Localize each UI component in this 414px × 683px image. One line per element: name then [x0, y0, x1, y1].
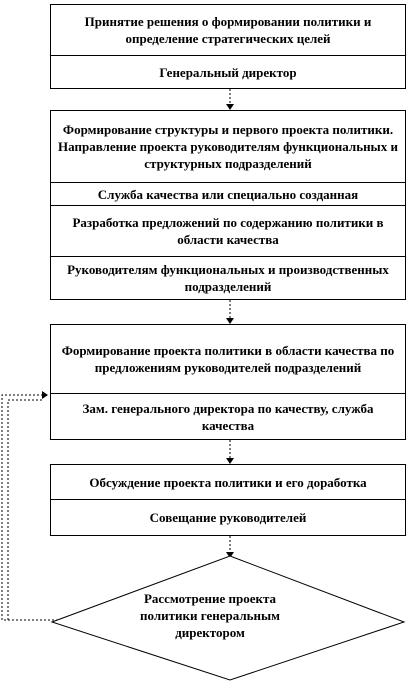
block-1-responsible	[50, 55, 406, 89]
block-5-responsible-text: Совещание руководителей	[149, 510, 307, 525]
block-1-responsible-text: Генеральный директор	[159, 64, 297, 80]
block-5-task	[50, 464, 406, 500]
block-5-responsible	[50, 499, 406, 536]
block-2-task-text: Формирование структуры и первого проекта политики. Направление проекта руководителям функциональных и структурных подразделений	[58, 122, 398, 171]
block-4-task	[50, 324, 406, 394]
block-1-task-text: Принятие решения о формировании политики и определение стратегических целей	[84, 14, 372, 46]
block-1-task	[50, 4, 406, 56]
block-4-responsible-text: Зам. генерального директора по качеству, служба качества	[82, 400, 374, 433]
block-3-responsible-text: Руководителям функциональных и производственных подразделений	[67, 262, 389, 294]
return-path-inner	[8, 400, 42, 620]
block-5-task-text: Обсуждение проекта политики и его доработка	[89, 474, 367, 490]
block-4-responsible	[50, 393, 406, 440]
block-3-task-text: Разработка предложений по содержанию политики в области качества	[72, 215, 384, 247]
block-4-task-text: Формирование проекта политики в области качества по предложениям руководителей подразделений	[61, 343, 395, 375]
arrowhead-return	[42, 391, 48, 399]
decision-text: Рассмотрение проекта политики генеральным директором	[140, 591, 280, 640]
block-3-responsible	[50, 256, 406, 300]
block-2-responsible-text: Служба качества или специально созданная	[97, 187, 359, 202]
block-3-task	[50, 205, 406, 257]
block-2-task	[50, 110, 406, 183]
